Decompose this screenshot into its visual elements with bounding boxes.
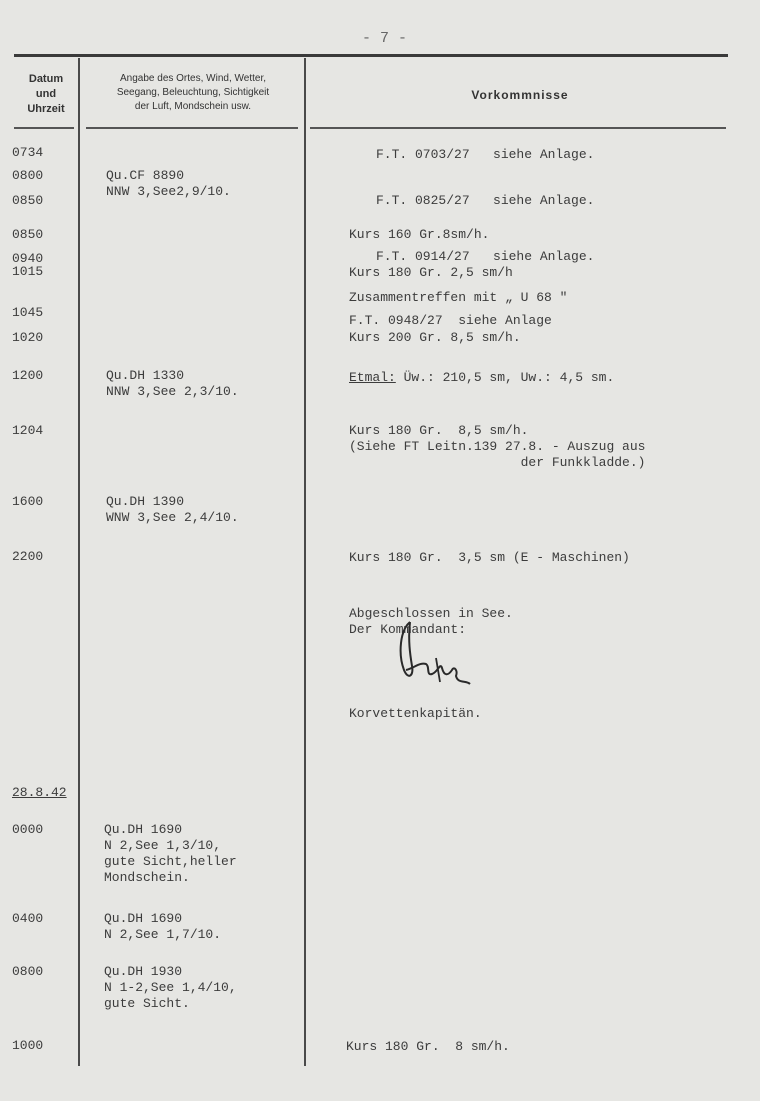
- commander-signature: [392, 618, 482, 698]
- time-entry: 0940: [12, 251, 44, 266]
- date-entry: 28.8.42: [12, 785, 67, 800]
- time-entry: 1600: [12, 494, 44, 509]
- time-entry: 1204: [12, 423, 44, 438]
- top-rule: [14, 54, 728, 57]
- time-entry: 1015: [12, 264, 44, 279]
- position-weather-entry: Qu.DH 1690 N 2,See 1,7/10.: [104, 911, 222, 942]
- column-divider-right: [304, 58, 306, 1066]
- header-date-line: und: [35, 88, 57, 100]
- closing-statement: Abgeschlossen in See. Der Kommandant:: [349, 606, 513, 637]
- column-divider-left: [78, 58, 80, 1066]
- time-entry: 0850: [12, 193, 44, 208]
- time-entry: 1200: [12, 368, 44, 383]
- time-entry: 0800: [12, 168, 44, 183]
- event-entry: Kurs 200 Gr. 8,5 sm/h.: [349, 330, 521, 345]
- event-entry: F.T. 0825/27 siehe Anlage.: [376, 193, 595, 208]
- header-date-time: [14, 72, 78, 117]
- position-weather-entry: Qu.DH 1930 N 1-2,See 1,4/10, gute Sicht.: [104, 964, 237, 1011]
- header-date-line: Uhrzeit: [27, 103, 65, 115]
- page-number: - 7 -: [362, 30, 408, 47]
- header-events: Vorkommnisse: [471, 88, 569, 102]
- time-entry: 0734: [12, 145, 44, 160]
- event-entry: Kurs 180 Gr. 8 sm/h.: [346, 1039, 510, 1054]
- position-weather-entry: Qu.CF 8890 NNW 3,See2,9/10.: [106, 168, 231, 199]
- header-place-weather: [82, 72, 304, 114]
- position-weather-entry: Qu.DH 1390 WNW 3,See 2,4/10.: [106, 494, 239, 525]
- event-entry: Kurs 180 Gr. 8,5 sm/h. (Siehe FT Leitn.139 27.8. - Auszug aus der Funkkladde.): [349, 423, 646, 470]
- event-entry: F.T. 0914/27 siehe Anlage.: [376, 249, 595, 264]
- event-entry: Kurs 180 Gr. 3,5 sm (E - Maschinen): [349, 550, 630, 565]
- etmal-values: Üw.: 210,5 sm, Uw.: 4,5 sm.: [395, 370, 615, 385]
- time-entry: 1045: [12, 305, 44, 320]
- header-place-line: der Luft, Mondschein usw.: [134, 101, 252, 112]
- event-entry: F.T. 0703/27 siehe Anlage.: [376, 147, 595, 162]
- time-entry: 0850: [12, 227, 44, 242]
- position-weather-entry: Qu.DH 1690 N 2,See 1,3/10, gute Sicht,heller Mondschein.: [104, 822, 237, 885]
- event-entry: Zusammentreffen mit „ U 68 ": [349, 290, 568, 305]
- event-entry: F.T. 0948/27 siehe Anlage: [349, 313, 552, 328]
- header-underline-place: [86, 127, 298, 129]
- header-place-line: Angabe des Ortes, Wind, Wetter,: [120, 73, 266, 84]
- time-entry: 1000: [12, 1038, 44, 1053]
- time-entry: 0000: [12, 822, 44, 837]
- header-date-line: Datum: [28, 73, 64, 85]
- time-entry: 2200: [12, 549, 44, 564]
- commander-rank: Korvettenkapitän.: [349, 706, 482, 721]
- time-entry: 0400: [12, 911, 44, 926]
- time-entry: 0800: [12, 964, 44, 979]
- event-entry: Kurs 180 Gr. 2,5 sm/h: [349, 265, 513, 280]
- event-entry: Kurs 160 Gr.8sm/h.: [349, 227, 490, 242]
- header-underline-date: [14, 127, 74, 129]
- header-underline-events: [310, 127, 726, 129]
- position-weather-entry: Qu.DH 1330 NNW 3,See 2,3/10.: [106, 368, 239, 399]
- header-place-line: Seegang, Beleuchtung, Sichtigkeit: [116, 87, 270, 98]
- event-entry-etmal: [349, 370, 614, 386]
- time-entry: 1020: [12, 330, 44, 345]
- etmal-label: Etmal:: [349, 370, 396, 385]
